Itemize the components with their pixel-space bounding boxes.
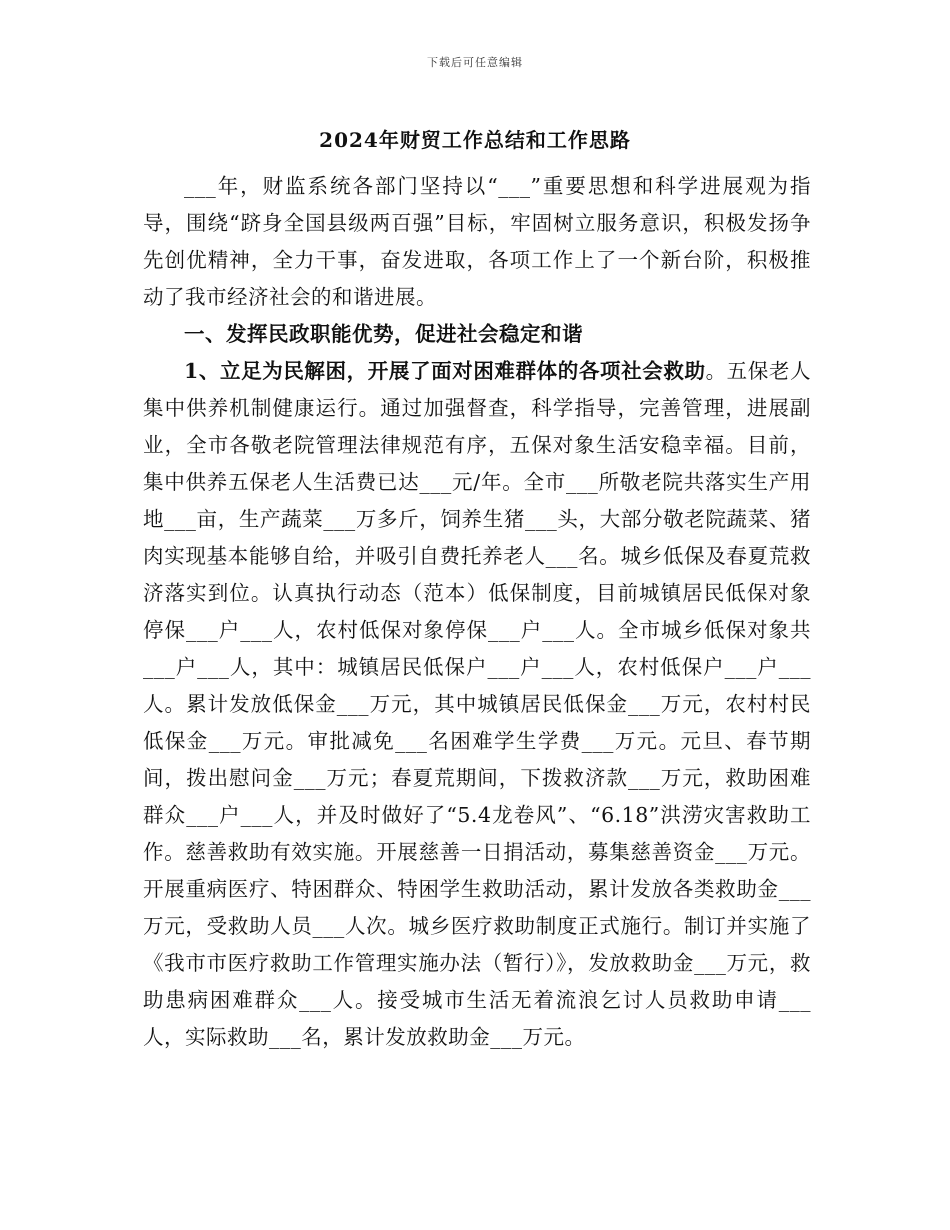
document-title: 2024年财贸工作总结和工作思路 — [319, 128, 631, 152]
document-body — [143, 168, 811, 1056]
section-heading: 一、发挥民政职能优势，促进社会稳定和谐 — [184, 322, 583, 346]
intro-paragraph: ___年，财监系统各部门坚持以“___”重要思想和科学进展观为指导，围绕“跻身全国县级两百强”目标，牢固树立服务意识，积极发扬争先创优精神，全力干事，奋发进取，各项工作上了一个新台阶，积极推动了我市经济社会的和谐进展。 — [143, 174, 811, 309]
item1-heading: 1、立足为民解困，开展了面对困难群体的各项社会救助 — [184, 359, 706, 383]
header-note: 下载后可任意编辑 — [427, 56, 523, 69]
item1-body: 。五保老人集中供养机制健康运行。通过加强督查，科学指导，完善管理，进展副业，全市各敬老院管理法律规范有序，五保对象生活安稳幸福。目前，集中供养五保老人生活费已达___元/年。全市___所敬老院共落实生产用地___亩，生产蔬菜___万多斤，饲养生猪___头，大部分敬老院蔬菜、猪肉实现基本能够自给，并吸引自费托养老人___名。城乡低保及春夏荒救济落实到位。认真执行动态（范本）低保制度，目前城镇居民低保对象停保___户___人，农村低保对象停保___户___人。全市城乡低保对象共___户___人，其中：城镇居民低保户___户___人，农村低保户___户___人。累计发放低保金___万元，其中城镇居民低保金___万元，农村村民低保金___万元。审批减免___名困难学生学费___万元。元旦、春节期间，拨出慰问金___万元；春夏荒期间，下拨救济款___万元，救助困难群众___户___人，并及时做好了“5.4龙卷风”、“6.18”洪涝灾害救助工作。慈善救助有效实施。开展慈善一日捐活动，募集慈善资金___万元。开展重病医疗、特困群众、特困学生救助活动，累计发放各类救助金___万元，受救助人员___人次。城乡医疗救助制度正式施行。制订并实施了《我市市医疗救助工作管理实施办法（暂行）》，发放救助金___万元，救助患病困难群众___人。接受城市生活无着流浪乞讨人员救助申请___人，实际救助___名，累计发放救助金___万元。 — [143, 359, 812, 1049]
item1-paragraph — [143, 353, 811, 1056]
